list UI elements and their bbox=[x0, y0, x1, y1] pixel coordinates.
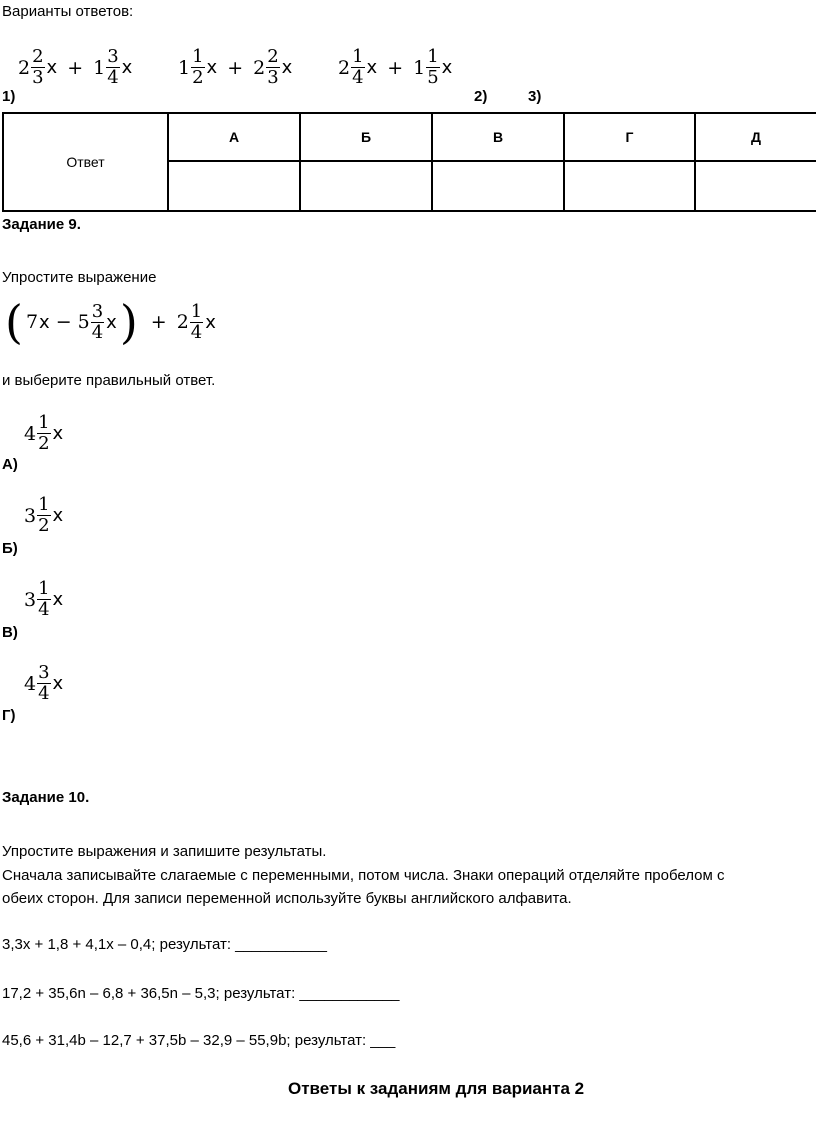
answer-cell[interactable] bbox=[695, 161, 816, 211]
choice-a-label: А) bbox=[2, 456, 18, 473]
choice-a-expression: 4 $\frac{1}{2}$ x bbox=[24, 412, 64, 454]
answer-column-header: В bbox=[432, 113, 564, 161]
answers-heading: Ответы к заданиям для варианта 2 bbox=[288, 1079, 585, 1098]
fraction: $\frac{3}{4}$ bbox=[107, 46, 119, 88]
task9-expression: ( 7 x − 5 $\frac{3}{4}$ x ) + 2 $\frac{1}{4}$ x bbox=[5, 295, 216, 349]
option-label-3: 3) bbox=[528, 88, 542, 105]
task10-line3: обеих сторон. Для записи переменной используйте буквы английского алфавита. bbox=[2, 890, 572, 907]
answer-column-header: А bbox=[168, 113, 300, 161]
option-label-2: 2) bbox=[474, 88, 488, 105]
fraction: $\frac{1}{2}$ bbox=[192, 46, 204, 88]
answer-table bbox=[2, 112, 816, 212]
choice-v-expression: 3 $\frac{1}{4}$ x bbox=[24, 578, 64, 620]
fraction: $\frac{2}{3}$ bbox=[32, 46, 44, 88]
choice-v-label: В) bbox=[2, 624, 18, 641]
answer-cell[interactable] bbox=[300, 161, 432, 211]
answer-column-header: Г bbox=[564, 113, 695, 161]
choice-b-label: Б) bbox=[2, 540, 18, 557]
task10-line1: Упростите выражения и запишите результаты. bbox=[2, 843, 327, 860]
task10-item-3: 45,6 + 31,4b – 12,7 + 37,5b – 32,9 – 55,9b; результат: ___ bbox=[2, 1032, 396, 1049]
fraction: $\frac{2}{3}$ bbox=[267, 46, 279, 88]
answer-column-header: Б bbox=[300, 113, 432, 161]
answer-cell[interactable] bbox=[168, 161, 300, 211]
fraction: $\frac{1}{4}$ bbox=[352, 46, 364, 88]
task9-title: Задание 9. bbox=[2, 216, 81, 233]
fraction: $\frac{3}{4}$ bbox=[38, 662, 50, 704]
task9-prompt: Упростите выражение bbox=[2, 269, 157, 286]
option-label-1: 1) bbox=[2, 88, 16, 105]
choice-g-label: Г) bbox=[2, 707, 16, 724]
option-expression-2: 1 $\frac{1}{2}$ x + 2 $\frac{2}{3}$ x bbox=[178, 46, 293, 88]
fraction: $\frac{1}{5}$ bbox=[427, 46, 439, 88]
task10-item-2: 17,2 + 35,6n – 6,8 + 36,5n – 5,3; результат: ____________ bbox=[2, 985, 400, 1002]
option-expression-3: 2 $\frac{1}{4}$ x + 1 $\frac{1}{5}$ x bbox=[338, 46, 453, 88]
choice-g-expression: 4 $\frac{3}{4}$ x bbox=[24, 662, 64, 704]
answer-cell[interactable] bbox=[564, 161, 695, 211]
task10-title: Задание 10. bbox=[2, 789, 90, 806]
task9-instruction: и выберите правильный ответ. bbox=[2, 372, 216, 389]
answer-row-label: Ответ bbox=[3, 113, 168, 211]
fraction: $\frac{1}{4}$ bbox=[190, 300, 203, 343]
option-expression-1: 2 $\frac{2}{3}$ x + 1 $\frac{3}{4}$ x bbox=[18, 46, 133, 88]
fraction: $\frac{1}{2}$ bbox=[38, 412, 50, 454]
task10-item-1: 3,3x + 1,8 + 4,1x – 0,4; результат: ___________ bbox=[2, 936, 327, 953]
fraction: $\frac{3}{4}$ bbox=[91, 300, 104, 343]
task10-line2: Сначала записывайте слагаемые с переменными, потом числа. Знаки операций отделяйте пробелом с bbox=[2, 867, 725, 884]
fraction: $\frac{1}{2}$ bbox=[38, 494, 50, 536]
answer-column-header: Д bbox=[695, 113, 816, 161]
answer-cell[interactable] bbox=[432, 161, 564, 211]
options-header: Варианты ответов: bbox=[2, 3, 134, 20]
choice-b-expression: 3 $\frac{1}{2}$ x bbox=[24, 494, 64, 536]
fraction: $\frac{1}{4}$ bbox=[38, 578, 50, 620]
